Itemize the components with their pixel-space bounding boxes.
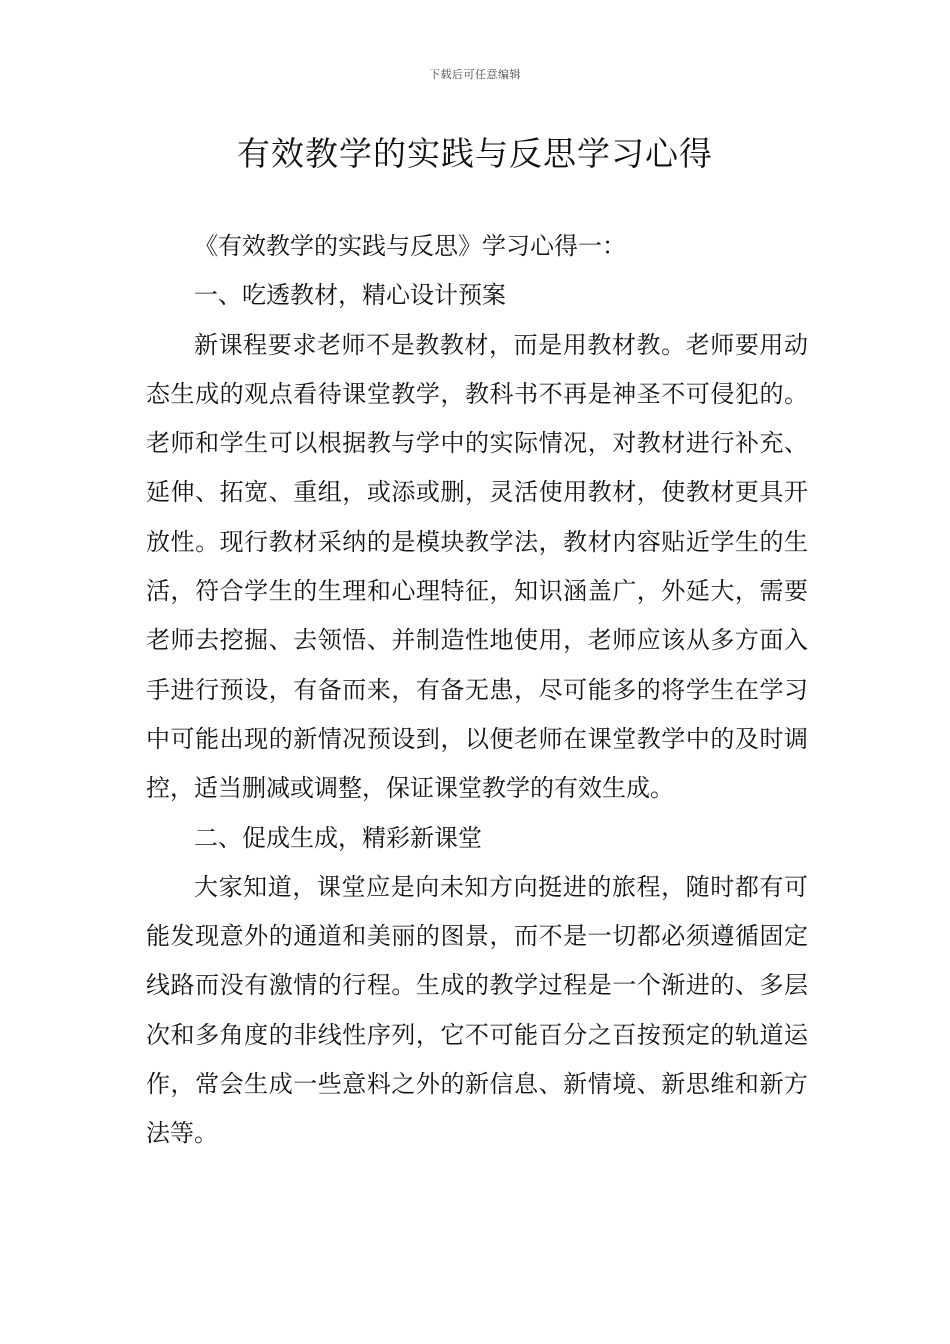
intro-line: 《有效教学的实践与反思》学习心得一： xyxy=(194,232,626,260)
document-body xyxy=(146,222,808,1159)
section-heading-2: 二、促成生成，精彩新课堂 xyxy=(194,823,482,852)
document-title: 有效教学的实践与反思学习心得 xyxy=(237,134,713,173)
body-paragraph-1: 新课程要求老师不是教教材，而是用教材教。老师要用动态生成的观点看待课堂教学，教科书不再是神圣不可侵犯的。老师和学生可以根据教与学中的实际情况，对教材进行补充、延伸、拓宽、重组，或添或删，灵活使用教材，使教材更具开放性。现行教材采纳的是模块教学法，教材内容贴近学生的生活，符合学生的生理和心理特征，知识涵盖广，外延大，需要老师去挖掘、去领悟、并制造性地使用，老师应该从多方面入手进行预设，有备而来，有备无患，尽可能多的将学生在学习中可能出现的新情况预设到，以便老师在课堂教学中的及时调控，适当删减或调整，保证课堂教学的有效生成。 xyxy=(146,330,808,803)
header-note: 下载后可任意编辑 xyxy=(429,68,521,81)
section-heading-1: 一、吃透教材，精心设计预案 xyxy=(194,281,506,310)
body-paragraph-2: 大家知道，课堂应是向未知方向挺进的旅程，随时都有可能发现意外的通道和美丽的图景，而不是一切都必须遵循固定线路而没有激情的行程。生成的教学过程是一个渐进的、多层次和多角度的非线性序列，它不可能百分之百按预定的轨道运作，常会生成一些意料之外的新信息、新情境、新思维和新方法等。 xyxy=(146,872,808,1148)
